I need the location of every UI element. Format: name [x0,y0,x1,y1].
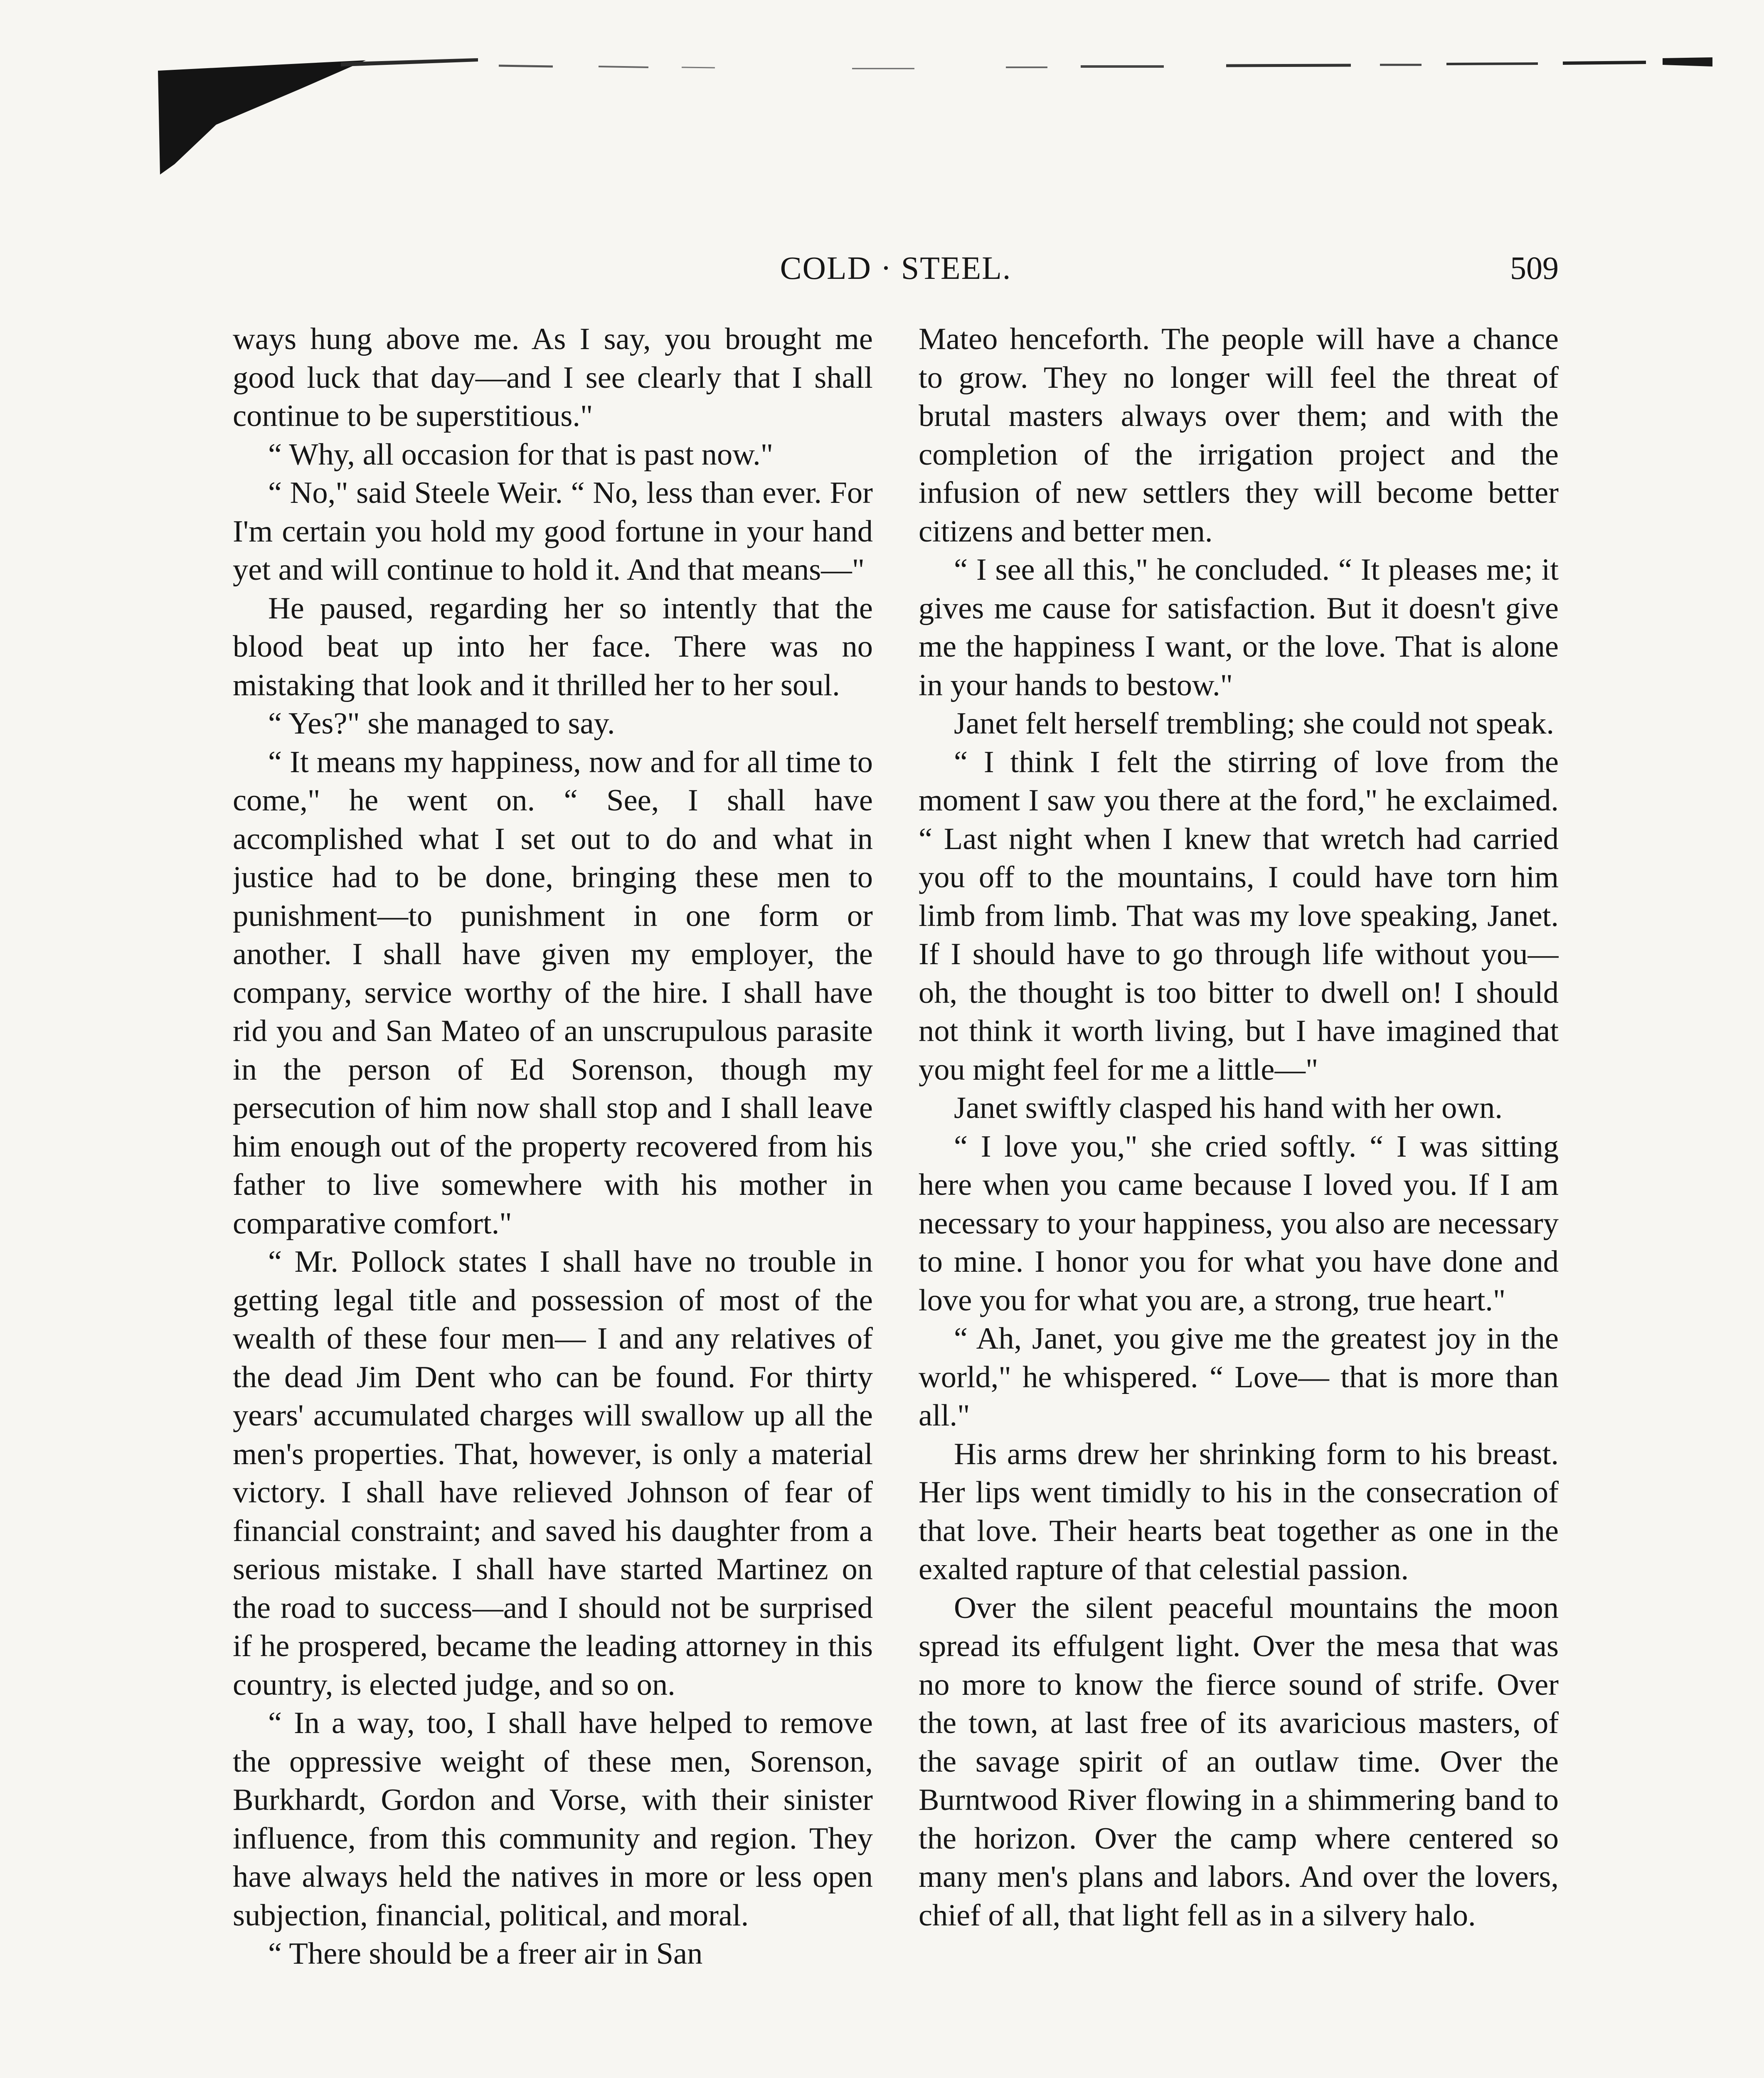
right-column [919,320,1559,2078]
paragraph: “ In a way, too, I shall have helped to remove the oppressive weight of these men, Sorenson, Burkhardt, Gordon and Vorse, with their sinister influence, from this community and region. They have always held the natives in more or less open subjection, financial, political, and moral. [233,1706,873,1933]
paragraph: He paused, regarding her so intently that the blood beat up into her face. There was no mistaking that look and it thrilled her to her soul. [233,591,873,702]
paragraph: “ I see all this," he concluded. “ It pleases me; it gives me cause for satisfaction. But it doesn't give me the happiness I want, or the love. That is alone in your hands to bestow." [919,553,1559,702]
paragraph: “ Yes?" she managed to say. [268,707,615,741]
running-title: COLD · STEEL. [780,250,1012,286]
paragraph: “ I think I felt the stirring of love from the moment I saw you there at the ford," he exclaimed. “ Last night when I knew that wretch had carried you off to the mountains, I could have torn him limb from limb. That was my love speaking, Janet. If I should have to go through life without you—oh, the thought is too bitter to dwell on! I should not think it worth living, but I have imagined that you might feel for me a little—" [919,745,1559,1087]
paragraph: “ Ah, Janet, you give me the greatest joy in the world," he whispered. “ Love— that is more than all." [919,1322,1559,1433]
paragraph: “ No," said Steele Weir. “ No, less than ever. For I'm certain you hold my good fortune in your hand yet and will continue to hold it. And that means—" [233,476,873,587]
paragraph: Over the silent peaceful mountains the moon spread its effulgent light. Over the mesa that was no more to know the fierce sound of strife. Over the town, at last free of its avaricious masters, of the savage spirit of an outlaw time. Over the Burntwood River flowing in a shimmering band to the horizon. Over the camp where centered so many men's plans and labors. And over the lovers, chief of all, that light fell as in a silvery halo. [919,1591,1559,1933]
left-column [233,320,873,2078]
paragraph: ways hung above me. As I say, you brought me good luck that day—and I see clearly that I shall continue to be superstitious." [233,322,873,433]
paragraph: “ There should be a freer air in San [268,1937,703,1971]
paragraph: “ It means my happiness, now and for all time to come," he went on. “ See, I shall have accomplished what I set out to do and what in justice had to be done, bringing these men to punishment—to punishment in one form or another. I shall have given my employer, the company, service worthy of the hire. I shall have rid you and San Mateo of an unscrupulous parasite in the person of Ed Sorenson, though my persecution of him now shall stop and I shall leave him enough out of the property recovered from his father to live somewhere with his mother in comparative comfort." [233,745,873,1241]
paragraph: Janet felt herself trembling; she could not speak. [954,707,1555,741]
paragraph: Mateo henceforth. The people will have a chance to grow. They no longer will feel the threat of brutal masters always over them; and with the completion of the irrigation project and the infusion of new settlers they will become better citizens and better men. [919,322,1559,549]
page-header [233,249,1559,295]
paragraph: “ I love you," she cried softly. “ I was sitting here when you came because I loved you. If I am necessary to your happiness, you also are necessary to mine. I honor you for what you have done and love you for what you are, a strong, true heart." [919,1129,1559,1317]
scan-edge-mark [0,0,1764,191]
page-number: 509 [1510,250,1559,286]
paragraph: His arms drew her shrinking form to his breast. Her lips went timidly to his in the consecration of that love. Their hearts beat together as one in the exalted rapture of that celestial passion. [919,1437,1559,1586]
paragraph: “ Mr. Pollock states I shall have no trouble in getting legal title and possession of most of the wealth of these four men— I and any relatives of the dead Jim Dent who can be found. For thirty years' accumulated charges will swallow up all the men's properties. That, however, is only a material victory. I shall have relieved Johnson of fear of financial constraint; and saved his daughter from a serious mistake. I shall have started Martinez on the road to success—and I should not be surprised if he prospered, became the leading attorney in this country, is elected judge, and so on. [233,1245,873,1702]
paragraph: “ Why, all occasion for that is past now." [268,437,774,472]
article-body [233,320,1559,2078]
paragraph: Janet swiftly clasped his hand with her own. [954,1091,1503,1125]
